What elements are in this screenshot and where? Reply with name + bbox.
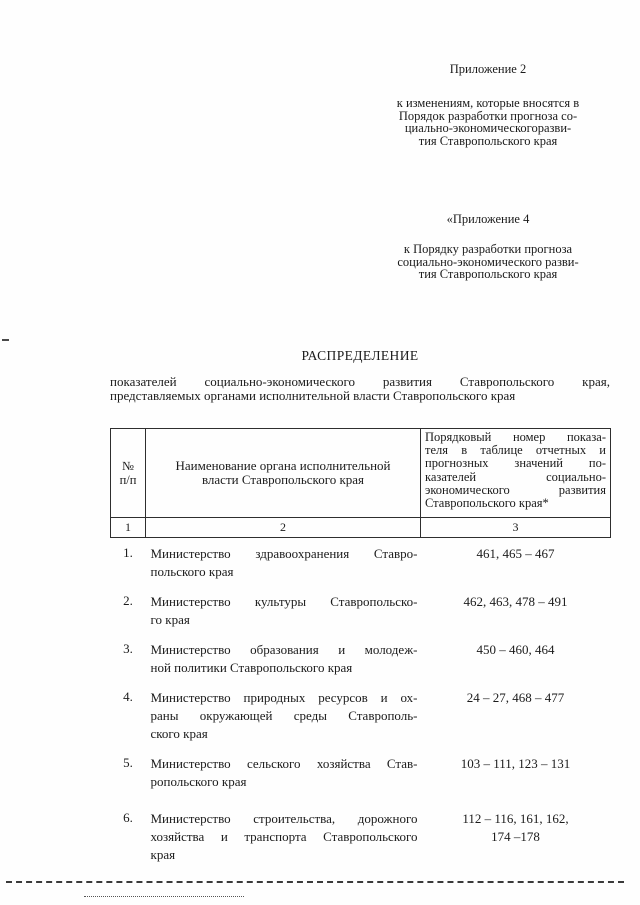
text-line: № [122, 459, 134, 473]
text-line: 462, 463, 478 – 491 [463, 594, 568, 609]
ministry-name [151, 545, 418, 581]
text-line: Министерство природных ресурсов и ох- [150, 690, 418, 705]
appendix-ref-outer [362, 62, 614, 147]
table-header-row [111, 429, 611, 518]
text-line: Порядковый номер показа- [425, 430, 606, 444]
text-line: раны окружающей среды Ставрополь- [150, 708, 418, 723]
scan-artifact-line-small [84, 896, 244, 897]
text-line: представляемых органами исполнительной власти Ставропольского края [110, 387, 516, 403]
text-line: Министерство сельского хозяйства Став- [150, 756, 418, 771]
text-line: края [150, 847, 176, 862]
text-line: Порядок разработки прогноза со- [398, 108, 578, 123]
text-line: социально-экономического разви- [397, 254, 579, 269]
text-line: ропольского края [150, 774, 247, 789]
distribution-table [110, 428, 611, 865]
text-line: прогнозных значений по- [425, 456, 606, 471]
text-line: экономического развития [425, 482, 606, 497]
indicator-numbers [422, 593, 610, 611]
text-line: п/п [119, 473, 137, 487]
table-row [111, 582, 611, 630]
text-line: к Порядку разработки прогноза [403, 242, 573, 256]
text-line: Министерство культуры Ставропольско- [150, 594, 418, 609]
ministry-name [151, 593, 418, 629]
text-line: Ставропольского края* [425, 496, 549, 511]
column-number-2: 2 [146, 518, 421, 538]
ministry-name [151, 810, 418, 864]
text-line: 24 – 27, 468 – 477 [466, 690, 565, 705]
text-line: 174 –178 [491, 829, 540, 844]
text-line: ского края [150, 726, 208, 741]
text-line: го края [150, 612, 190, 627]
header-cell-authority-name [146, 429, 421, 518]
row-number: 1. [123, 545, 133, 560]
scan-edge-artifact [2, 339, 9, 341]
header-row-number-text [115, 459, 141, 487]
text-line: циально-экономическогоразви- [404, 121, 572, 135]
text-line: тия Ставропольского края [418, 267, 558, 281]
text-line: Министерство строительства, дорожного [150, 811, 418, 826]
indicator-numbers [422, 755, 610, 773]
table-row [111, 630, 611, 678]
indicator-numbers [422, 641, 610, 659]
appendix-ref-inner [362, 212, 614, 281]
row-number: 2. [123, 593, 133, 608]
table-row [111, 678, 611, 744]
document-heading: РАСПРЕДЕЛЕНИЕ [301, 348, 419, 363]
text-line: 112 – 116, 161, 162, [462, 811, 569, 826]
appendix-inner-text [362, 243, 614, 281]
header-authority-name-text [150, 459, 416, 488]
text-line: 103 – 111, 123 – 131 [460, 756, 571, 771]
text-line: польского края [150, 564, 234, 579]
ministry-name [151, 641, 418, 677]
column-number-1: 1 [111, 518, 146, 538]
indicator-numbers [422, 810, 610, 846]
text-line: Министерство здравоохранения Ставро- [150, 546, 418, 561]
indicator-numbers [422, 545, 610, 563]
text-line: хозяйства и транспорта Ставропольского [150, 829, 418, 844]
text-line: тия Ставропольского края [418, 133, 558, 148]
header-cell-indicator-numbers [421, 429, 611, 518]
ministry-name [151, 689, 418, 743]
text-line: Наименование органа исполнительной [175, 457, 391, 473]
row-number: 6. [123, 810, 133, 825]
appendix-outer-text [362, 97, 614, 147]
ministry-name [151, 755, 418, 791]
header-indicator-numbers-text [425, 431, 606, 510]
document-subtitle [110, 375, 610, 402]
row-number: 4. [123, 689, 133, 704]
appendix-inner-title: «Приложение 4 [446, 212, 530, 226]
table-row [111, 538, 611, 583]
table-row [111, 792, 611, 865]
text-line: казателей социально- [425, 469, 606, 484]
text-line: показателей социально-экономического развития Ставропольского края, [110, 374, 610, 389]
row-number: 3. [123, 641, 133, 656]
column-number-row [111, 518, 611, 538]
header-cell-row-number [111, 429, 146, 518]
text-line: ной политики Ставропольского края [150, 660, 353, 675]
appendix-outer-title: Приложение 2 [449, 62, 527, 76]
column-number-3: 3 [421, 518, 611, 538]
row-number: 5. [123, 755, 133, 770]
scan-artifact-line [6, 881, 624, 883]
text-line: 461, 465 – 467 [476, 546, 555, 561]
text-line: власти Ставропольского края [201, 472, 365, 487]
text-line: к изменениям, которые вносятся в [396, 96, 580, 110]
text-line: Министерство образования и молодеж- [150, 642, 418, 657]
indicator-numbers [422, 689, 610, 707]
text-line: 450 – 460, 464 [476, 642, 555, 657]
table-row [111, 744, 611, 792]
text-line: теля в таблице отчетных и [425, 443, 606, 458]
